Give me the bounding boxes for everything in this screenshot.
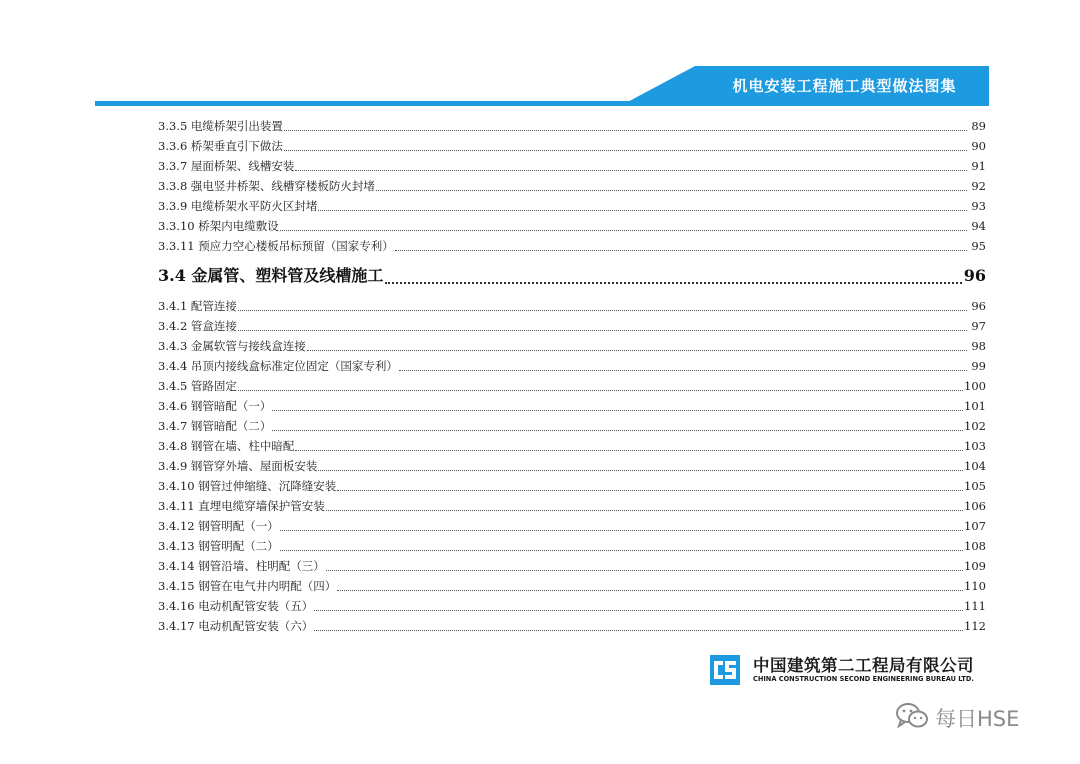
toc-entry-page: 110 (964, 579, 986, 593)
toc-leader (385, 281, 961, 284)
toc-leader (318, 469, 963, 471)
toc-entry[interactable] (158, 196, 986, 216)
toc-entry[interactable] (158, 576, 986, 596)
toc-section-label: 3.4 金属管、塑料管及线槽施工 (158, 266, 384, 285)
toc-leader (280, 229, 967, 231)
toc-leader (314, 609, 963, 611)
toc-entry-page: 109 (964, 559, 986, 573)
toc-leader (280, 549, 963, 551)
toc-leader (326, 569, 963, 571)
toc-entry[interactable] (158, 456, 986, 476)
toc-entry[interactable] (158, 336, 986, 356)
toc-leader (238, 309, 967, 311)
toc-entry[interactable] (158, 236, 986, 256)
toc-leader (284, 149, 967, 151)
toc-entry-page: 97 (971, 319, 986, 333)
toc-entry-label: 3.4.15 钢管在电气井内明配（四） (158, 579, 337, 593)
company-name-en: CHINA CONSTRUCTION SECOND ENGINEERING BUREAU LTD. (753, 675, 974, 683)
toc-entry-page: 90 (971, 139, 986, 153)
toc-entry-label: 3.4.6 钢管暗配（一） (158, 399, 272, 413)
toc-entry-page: 105 (964, 479, 986, 493)
toc-leader (272, 429, 963, 431)
toc-entry-label: 3.3.6 桥架垂直引下做法 (158, 139, 283, 153)
toc-entry[interactable] (158, 396, 986, 416)
toc-entry-label: 3.4.7 钢管暗配（二） (158, 419, 272, 433)
table-of-contents (158, 116, 986, 636)
toc-entry-page: 95 (971, 239, 986, 253)
toc-entry-page: 107 (964, 519, 986, 533)
toc-entry[interactable] (158, 116, 986, 136)
toc-entry[interactable] (158, 356, 986, 376)
toc-entry-label: 3.3.9 电缆桥架水平防火区封堵 (158, 199, 318, 213)
toc-section-heading[interactable] (158, 256, 986, 296)
toc-leader (272, 409, 963, 411)
toc-entry-label: 3.3.10 桥架内电缆敷设 (158, 219, 279, 233)
toc-entry-label: 3.4.3 金属软管与接线盒连接 (158, 339, 306, 353)
toc-entry-page: 100 (964, 379, 986, 393)
toc-entry-label: 3.4.12 钢管明配（一） (158, 519, 279, 533)
toc-entry-label: 3.4.11 直埋电缆穿墙保护管安装 (158, 499, 325, 513)
toc-entry-label: 3.4.16 电动机配管安装（五） (158, 599, 314, 613)
toc-entry[interactable] (158, 616, 986, 636)
toc-entry[interactable] (158, 416, 986, 436)
toc-entry-page: 99 (971, 359, 986, 373)
toc-entry[interactable] (158, 176, 986, 196)
toc-entry-label: 3.4.13 钢管明配（二） (158, 539, 279, 553)
toc-entry[interactable] (158, 296, 986, 316)
toc-entry[interactable] (158, 316, 986, 336)
toc-entry-label: 3.4.2 管盒连接 (158, 319, 237, 333)
toc-leader (238, 389, 963, 391)
toc-entry-page: 91 (971, 159, 986, 173)
toc-leader (307, 349, 967, 351)
toc-entry[interactable] (158, 516, 986, 536)
toc-leader (284, 129, 967, 131)
toc-leader (326, 509, 963, 511)
company-name-cn: 中国建筑第二工程局有限公司 (753, 656, 974, 675)
toc-group-3-4 (158, 296, 986, 636)
toc-entry-page: 108 (964, 539, 986, 553)
toc-entry[interactable] (158, 536, 986, 556)
toc-leader (314, 629, 963, 631)
toc-entry-page: 93 (971, 199, 986, 213)
toc-leader (395, 249, 967, 251)
cscec-logo-icon (710, 655, 740, 685)
toc-entry-page: 96 (971, 299, 986, 313)
toc-entry-page: 106 (964, 499, 986, 513)
toc-entry[interactable] (158, 136, 986, 156)
toc-entry[interactable] (158, 476, 986, 496)
toc-leader (295, 169, 967, 171)
page-title: 机电安装工程施工典型做法图集 (732, 77, 957, 95)
watermark (895, 700, 1019, 736)
toc-leader (280, 529, 963, 531)
toc-leader (337, 489, 963, 491)
toc-entry-page: 92 (971, 179, 986, 193)
toc-entry-label: 3.3.8 强电竖井桥架、线槽穿楼板防火封堵 (158, 179, 375, 193)
toc-entry[interactable] (158, 216, 986, 236)
toc-leader (337, 589, 963, 591)
toc-entry-page: 102 (964, 419, 986, 433)
toc-entry[interactable] (158, 156, 986, 176)
watermark-text: 每日HSE (935, 707, 1020, 731)
toc-entry-page: 103 (964, 439, 986, 453)
toc-leader (238, 329, 967, 331)
toc-group-3-3 (158, 116, 986, 256)
toc-entry-label: 3.4.14 钢管沿墙、柱明配（三） (158, 559, 325, 573)
toc-section-page: 96 (963, 266, 986, 285)
toc-entry[interactable] (158, 556, 986, 576)
wechat-icon (895, 702, 929, 735)
toc-entry[interactable] (158, 376, 986, 396)
toc-entry-label: 3.4.10 钢管过伸缩缝、沉降缝安装 (158, 479, 337, 493)
toc-entry-label: 3.3.11 预应力空心楼板吊标预留（国家专利） (158, 239, 394, 253)
toc-entry-label: 3.4.17 电动机配管安装（六） (158, 619, 314, 633)
toc-entry-page: 112 (964, 619, 986, 633)
toc-entry-label: 3.4.9 钢管穿外墙、屋面板安装 (158, 459, 318, 473)
toc-entry[interactable] (158, 496, 986, 516)
toc-leader (318, 209, 967, 211)
toc-entry-page: 101 (964, 399, 986, 413)
toc-leader (399, 369, 967, 371)
toc-entry-page: 89 (971, 119, 986, 133)
toc-entry[interactable] (158, 436, 986, 456)
toc-leader (295, 449, 963, 451)
toc-entry-label: 3.4.4 吊顶内接线盒标准定位固定（国家专利） (158, 359, 398, 373)
toc-entry[interactable] (158, 596, 986, 616)
toc-entry-label: 3.4.8 钢管在墙、柱中暗配 (158, 439, 295, 453)
toc-entry-label: 3.3.5 电缆桥架引出装置 (158, 119, 283, 133)
toc-entry-label: 3.3.7 屋面桥架、线槽安装 (158, 159, 295, 173)
toc-entry-page: 94 (971, 219, 986, 233)
toc-entry-page: 98 (971, 339, 986, 353)
toc-entry-label: 3.4.1 配管连接 (158, 299, 237, 313)
toc-entry-page: 111 (964, 599, 986, 613)
toc-entry-label: 3.4.5 管路固定 (158, 379, 237, 393)
toc-entry-page: 104 (964, 459, 986, 473)
toc-leader (376, 189, 967, 191)
